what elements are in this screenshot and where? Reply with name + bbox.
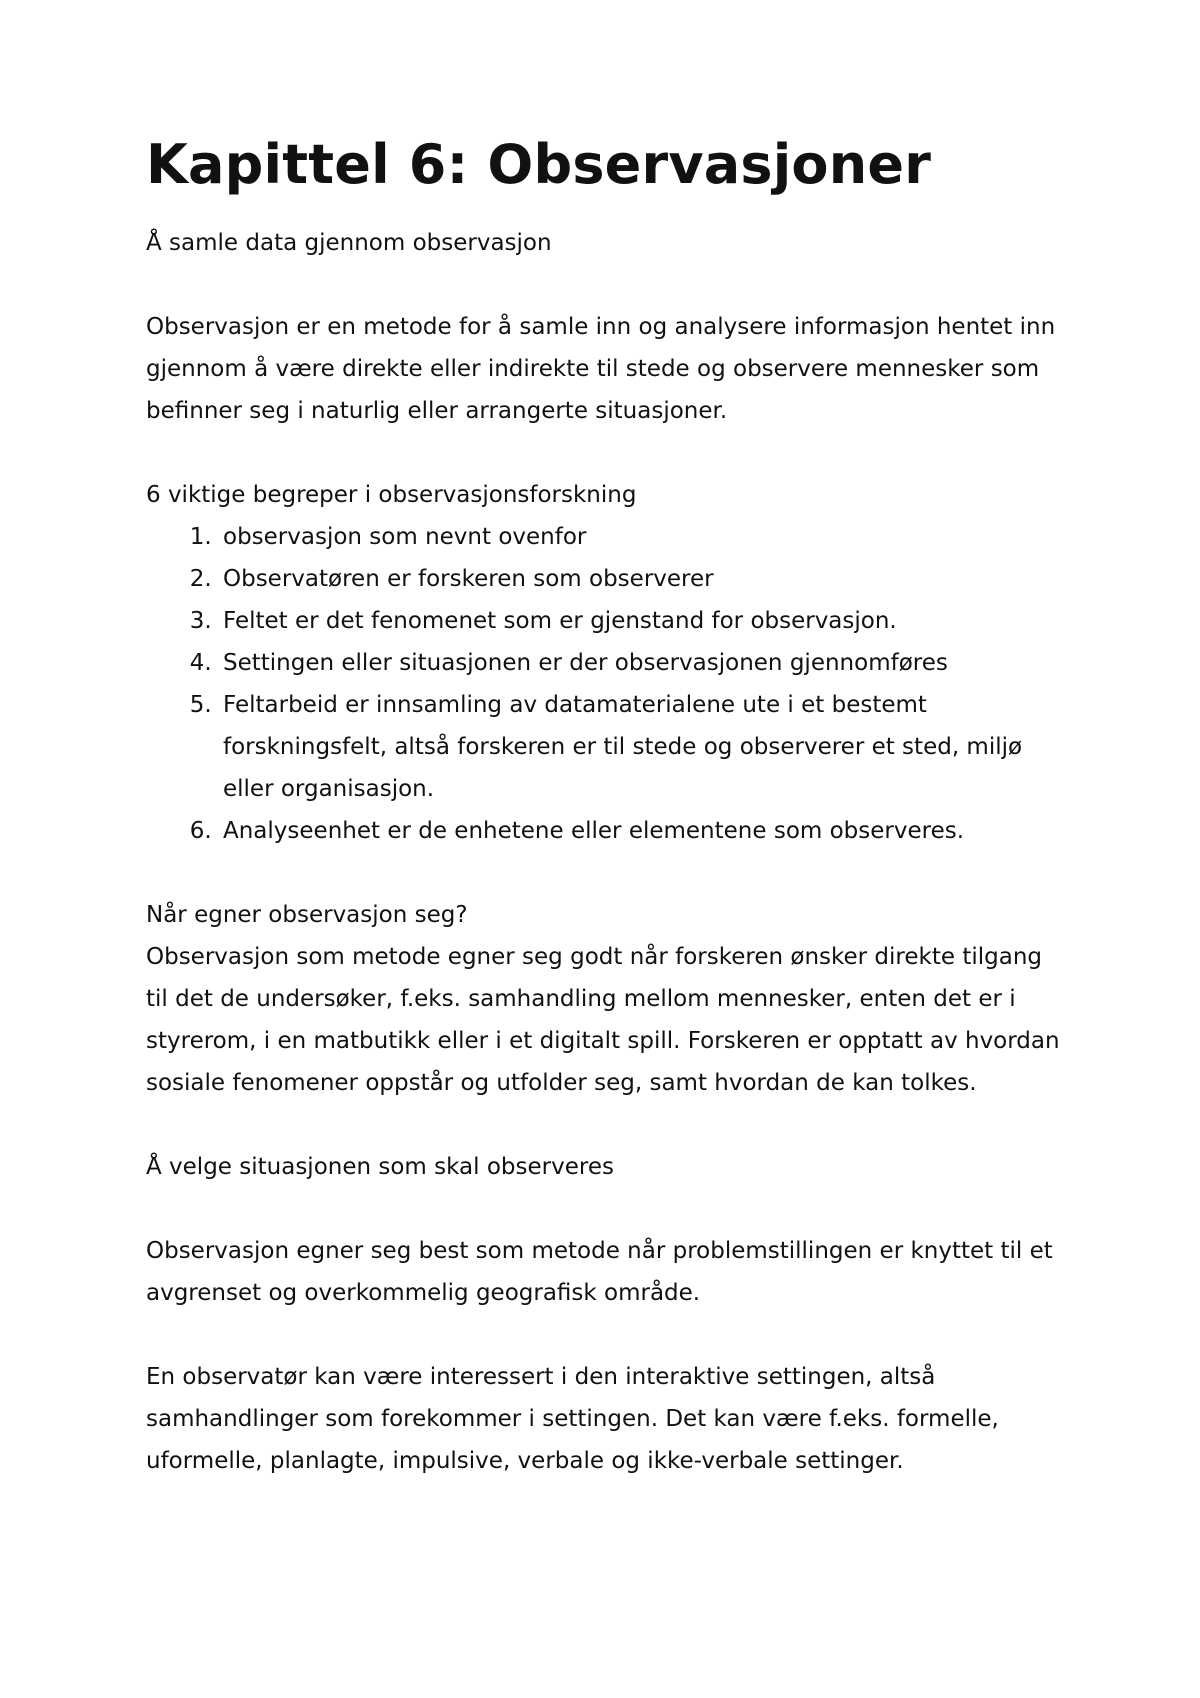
- concepts-list: [146, 516, 1070, 852]
- list-item: 2. Observatøren er forskeren som observerer: [219, 558, 1070, 600]
- situation-heading: Å velge situasjonen som skal observeres: [146, 1154, 614, 1181]
- list-item: 1. observasjon som nevnt ovenfor: [219, 516, 1070, 558]
- list-item: 6. Analyseenhet er de enhetene eller elementene som observeres.: [219, 810, 1070, 852]
- concepts-heading: 6 viktige begreper i observasjonsforskning: [146, 482, 637, 509]
- list-item: 4. Settingen eller situasjonen er der observasjonen gjennomføres: [219, 642, 1070, 684]
- situation-paragraph: Observasjon egner seg best som metode når problemstillingen er knyttet til et avgrenset og overkommelig geografisk område.: [146, 1238, 1053, 1307]
- suitability-heading: Når egner observasjon seg?: [146, 902, 468, 929]
- observer-paragraph: En observatør kan være interessert i den interaktive settingen, altså samhandlinger som forekommer i settingen. Det kan være f.eks. formelle, uformelle, planlagte, impulsive, verbale og ikke-verbale settinger.: [146, 1364, 999, 1475]
- intro-paragraph: Observasjon er en metode for å samle inn og analysere informasjon hentet inn gjennom å være direkte eller indirekte til stede og observere mennesker som befinner seg i naturlig eller arrangerte situasjoner.: [146, 314, 1056, 425]
- list-item: 3. Feltet er det fenomenet som er gjenstand for observasjon.: [219, 600, 1070, 642]
- suitability-paragraph: Observasjon som metode egner seg godt når forskeren ønsker direkte tilgang til det de undersøker, f.eks. samhandling mellom mennesker, enten det er i styrerom, i en matbutikk eller i et digitalt spill. Forskeren er opptatt av hvordan sosiale fenomener oppstår og utfolder seg, samt hvordan de kan tolkes.: [146, 944, 1060, 1097]
- page-title: Kapittel 6: Observasjoner: [146, 133, 932, 196]
- list-item: 5. Feltarbeid er innsamling av datamaterialene ute i et bestemt forskningsfelt, altså forskeren er til stede og observerer et sted, miljø eller organisasjon.: [219, 684, 1070, 810]
- section-subtitle: Å samle data gjennom observasjon: [146, 230, 552, 257]
